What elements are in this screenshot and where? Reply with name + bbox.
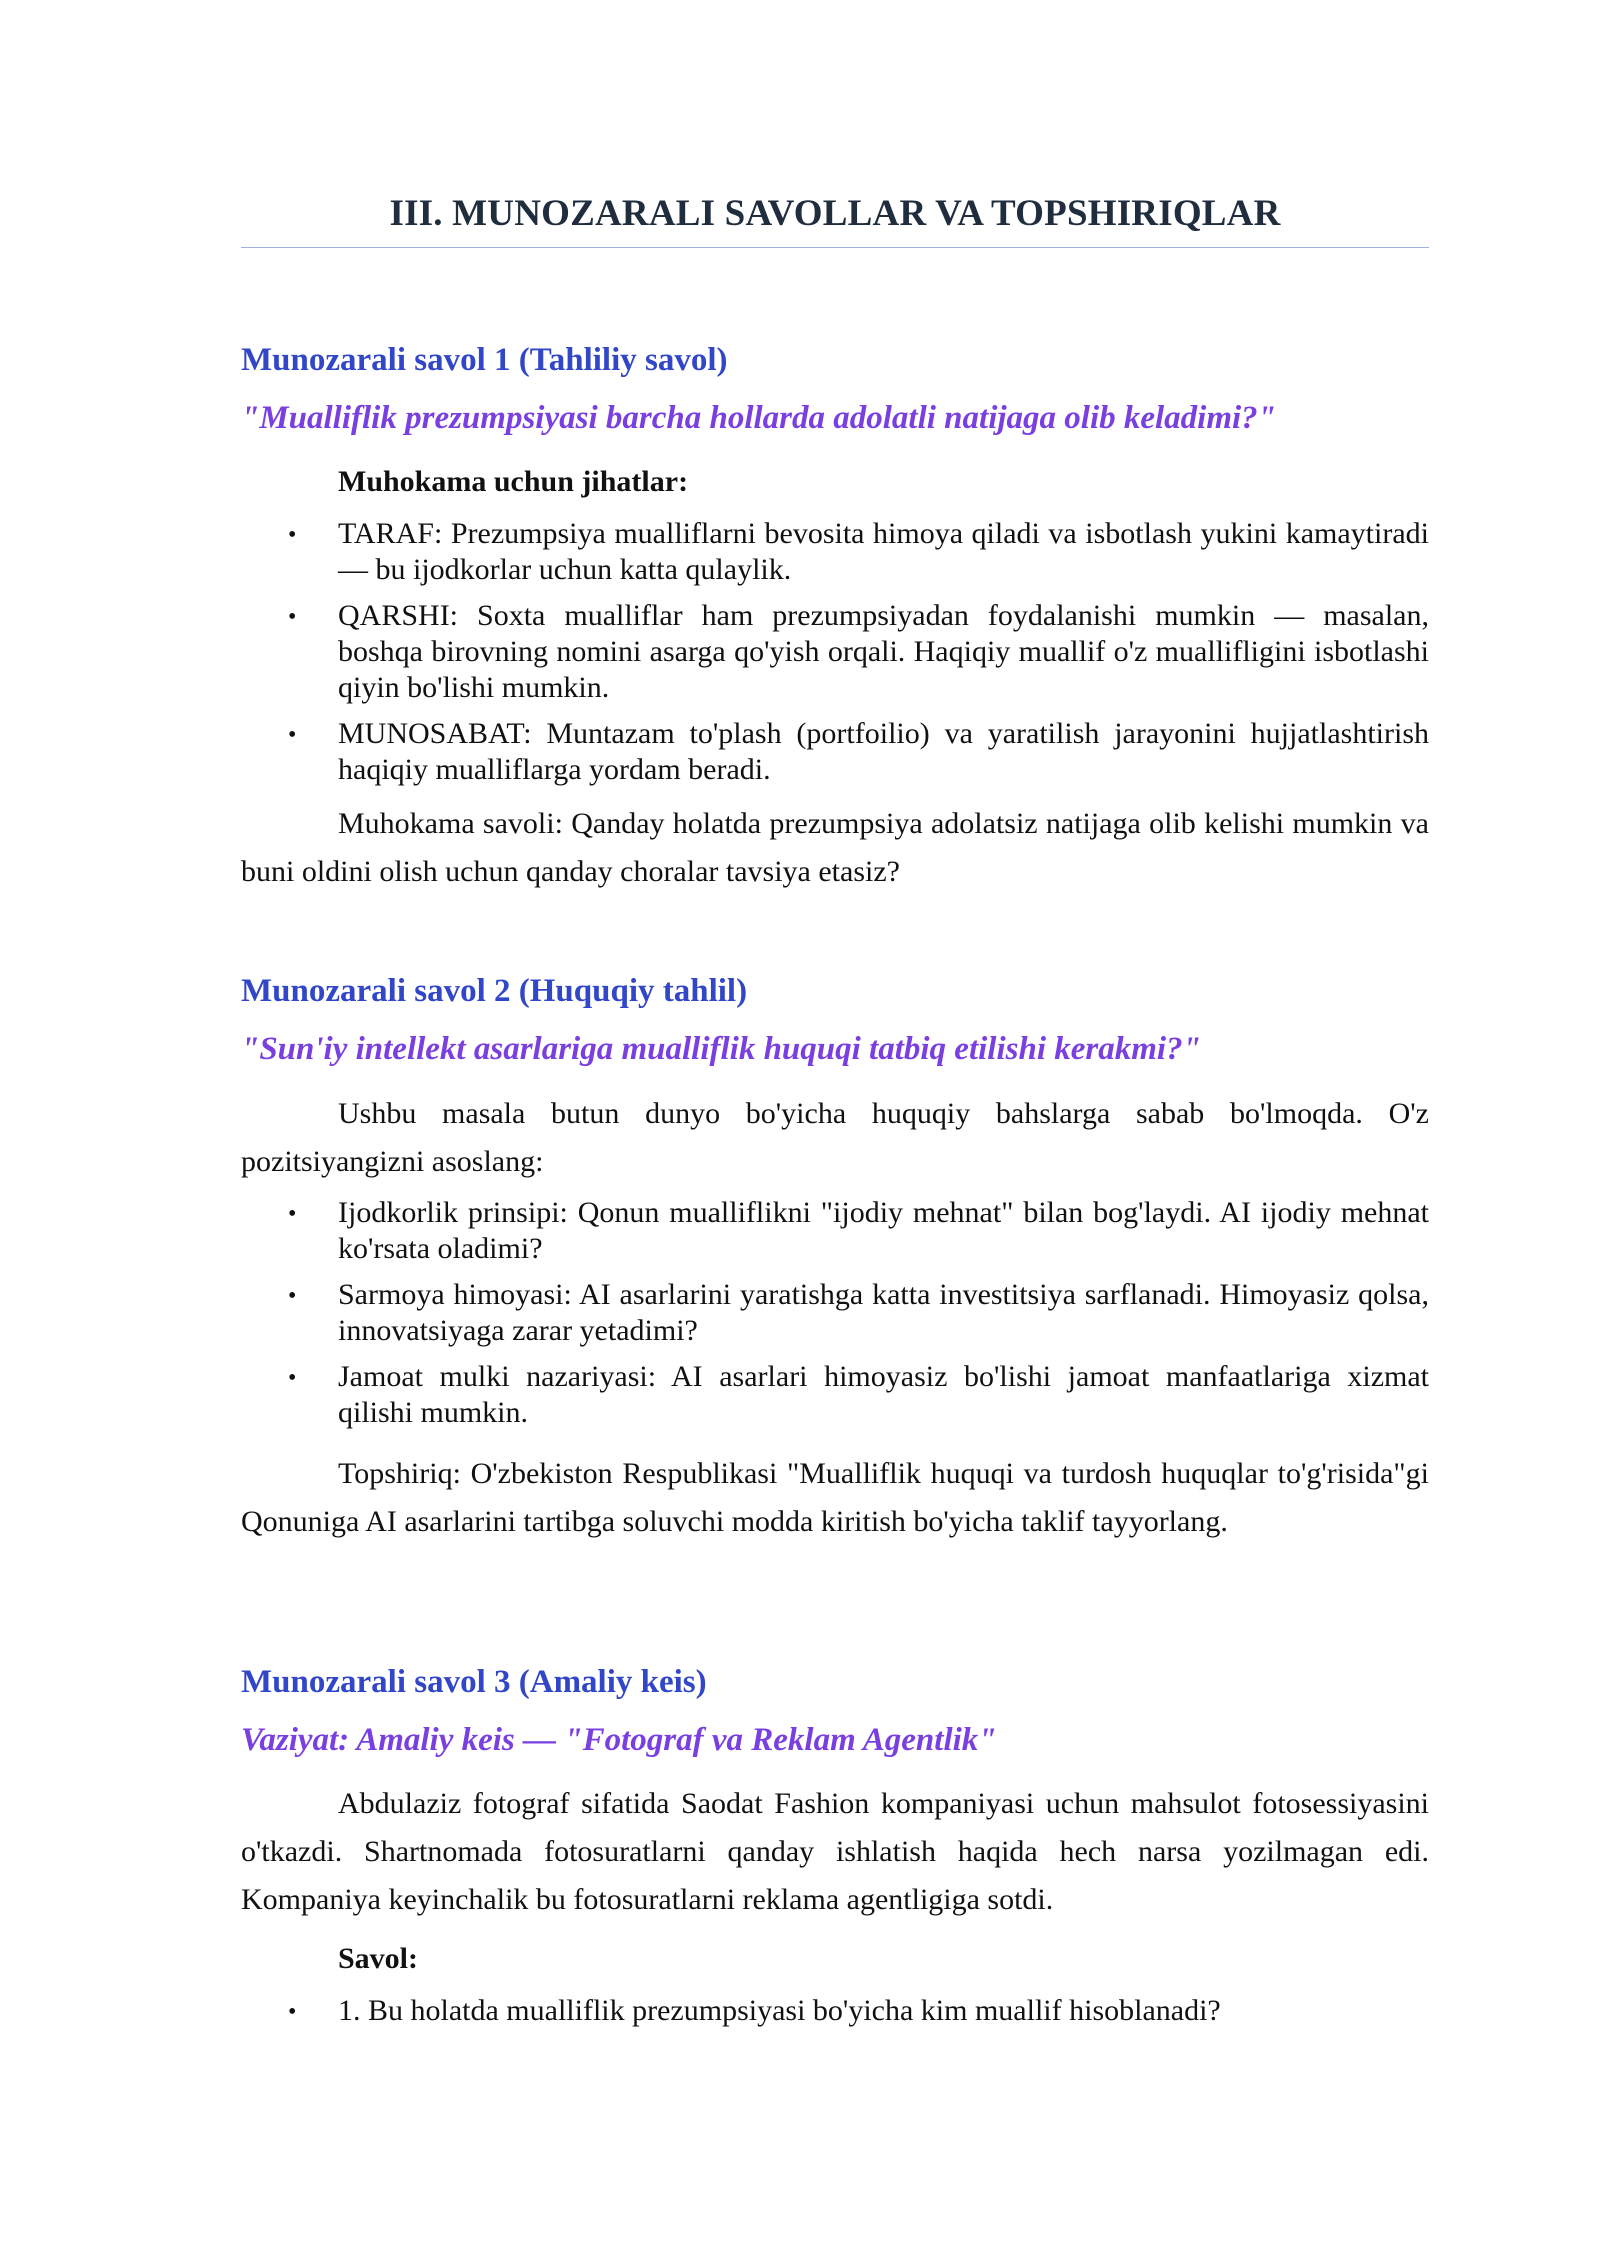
bullet-icon: • [288, 1283, 297, 1309]
section-1-bullet-list [241, 516, 1429, 798]
list-item-text: TARAF: Prezumpsiya mualliflarni bevosita himoya qiladi va isbotlash yukini kamaytiradi — bu ijodkorlar uchun katta qulaylik. [338, 517, 1429, 586]
section-3-heading: Munozarali savol 3 (Amaliy keis) [241, 1664, 707, 1700]
bullet-icon: • [288, 604, 297, 630]
bullet-icon: • [288, 1999, 297, 2025]
list-item-text: QARSHI: Soxta mualliflar ham prezumpsiyadan foydalanishi mumkin — masalan, boshqa birovning nomini asarga qo'yish orqali. Haqiqiy muallif o'z muallifligini isbotlashi qiyin bo'lishi mumkin. [338, 599, 1429, 704]
section-1-discussion-question: Muhokama savoli: Qanday holatda prezumpsiya adolatsiz natijaga olib kelishi mumkin va buni oldini olish uchun qanday choralar tavsiya etasiz? [241, 807, 1429, 888]
list-item-text: Sarmoya himoyasi: AI asarlarini yaratishga katta investitsiya sarflanadi. Himoyasiz qolsa, innovatsiyaga zarar yetadimi? [338, 1278, 1429, 1347]
section-3-bullet-list [241, 1993, 1429, 2039]
list-item [241, 1359, 1429, 1431]
list-item-text: Ijodkorlik prinsipi: Qonun mualliflikni "ijodiy mehnat" bilan bog'laydi. AI ijodiy mehnat ko'rsata oladimi? [338, 1196, 1429, 1265]
bullet-icon: • [288, 1365, 297, 1391]
section-2-heading: Munozarali savol 2 (Huquqiy tahlil) [241, 973, 748, 1009]
list-item [241, 1195, 1429, 1267]
list-item-text: Jamoat mulki nazariyasi: AI asarlari himoyasiz bo'lishi jamoat manfaatlariga xizmat qilishi mumkin. [338, 1360, 1429, 1429]
section-3-situation: Vaziyat: Amaliy keis — "Fotograf va Reklam Agentlik" [241, 1722, 997, 1758]
list-item [241, 1993, 1429, 2029]
chapter-title: III. MUNOZARALI SAVOLLAR VA TOPSHIRIQLAR [389, 193, 1281, 234]
bullet-icon: • [288, 522, 297, 548]
list-item-text: MUNOSABAT: Muntazam to'plash (portfoilio) va yaratilish jarayonini hujjatlashtirish haqiqiy mualliflarga yordam beradi. [338, 717, 1429, 786]
list-item-text: 1. Bu holatda mualliflik prezumpsiyasi bo'yicha kim muallif hisoblanadi? [338, 1994, 1221, 2027]
list-item [241, 598, 1429, 706]
section-1-heading: Munozarali savol 1 (Tahliliy savol) [241, 342, 728, 378]
section-2-bullet-list [241, 1195, 1429, 1441]
list-item [241, 1277, 1429, 1349]
section-3-label: Savol: [338, 1942, 419, 1975]
bullet-icon: • [288, 1201, 297, 1227]
section-2-intro: Ushbu masala butun dunyo bo'yicha huquqiy bahslarga sabab bo'lmoqda. O'z pozitsiyangizni asoslang: [241, 1097, 1429, 1178]
section-1-label: Muhokama uchun jihatlar: [338, 465, 689, 498]
list-item [241, 516, 1429, 588]
title-divider [241, 247, 1429, 248]
section-2-question: "Sun'iy intellekt asarlariga mualliflik huquqi tatbiq etilishi kerakmi?" [241, 1031, 1201, 1067]
bullet-icon: • [288, 722, 297, 748]
section-2-task: Topshiriq: O'zbekiston Respublikasi "Mualliflik huquqi va turdosh huquqlar to'g'risida"gi Qonuniga AI asarlarini tartibga soluvchi modda kiritish bo'yicha taklif tayyorlang. [241, 1457, 1429, 1538]
section-1-question: "Mualliflik prezumpsiyasi barcha hollarda adolatli natijaga olib keladimi?" [241, 400, 1277, 436]
list-item [241, 716, 1429, 788]
section-3-case-text: Abdulaziz fotograf sifatida Saodat Fashion kompaniyasi uchun mahsulot fotosessiyasini o'tkazdi. Shartnomada fotosuratlarni qanday ishlatish haqida hech narsa yozilmagan edi. Kompaniya keyinchalik bu fotosuratlarni reklama agentligiga sotdi. [241, 1787, 1429, 1916]
